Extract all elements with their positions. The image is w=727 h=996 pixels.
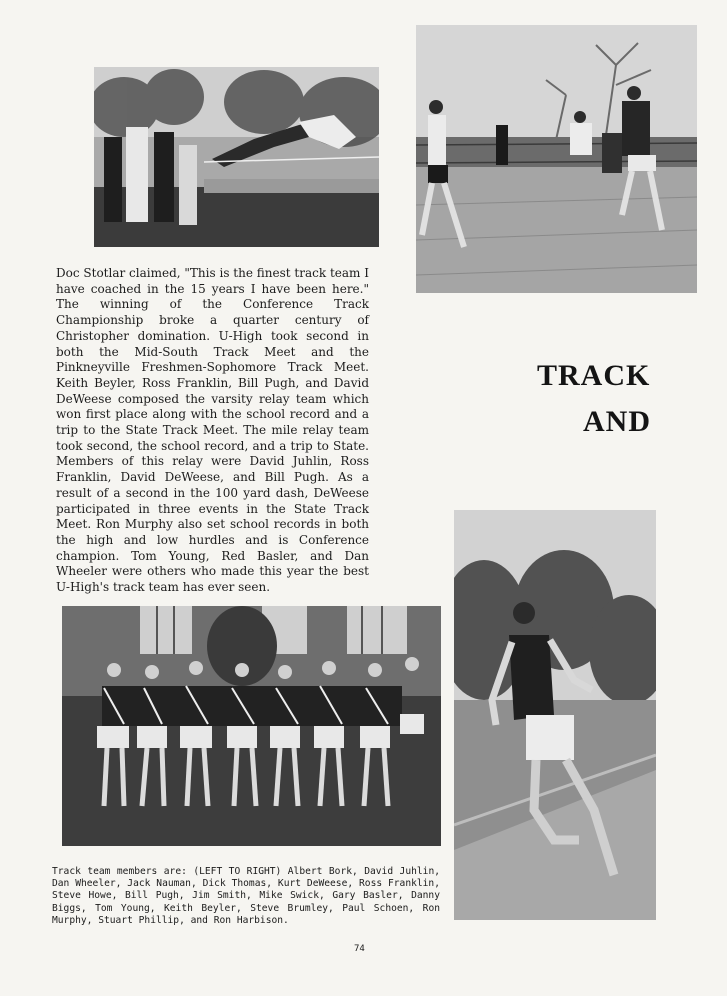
page-number: 74 (354, 944, 365, 954)
article-body: Doc Stotlar claimed, "This is the finest track team I have coached in the 15 years I have been here." The winning of the Conference Track Championship broke a quarter century of Christopher domination. U-High took second in both the Mid-South Track Meet and the Pinkneyville Freshmen-Sophomore Track Meet. Keith Beyler, Ross Franklin, Bill Pugh, and David DeWeese composed the varsity relay team which won first place along with the school record and a trip to the State Track Meet. The mile relay team took second, the school record, and a trip to State. Members of this relay were David Juhlin, Ross Franklin, David DeWeese, and Bill Pugh. As a result of a second in the 100 yard dash, DeWeese participated in three events in the State Track Meet. Ron Murphy also set school records in both the high and low hurdles and is Conference champion. Tom Young, Red Basler, and Dan Wheeler were others who made this year the best U-High's track team has ever seen. (56, 266, 369, 595)
title-line-track: TRACK (537, 359, 651, 392)
team-group-photo (62, 606, 441, 846)
title-line-and: AND (583, 405, 651, 438)
high-jump-photo (94, 67, 379, 247)
runner-photo (454, 510, 656, 920)
sprint-race-photo (416, 25, 697, 293)
team-photo-caption: Track team members are: (LEFT TO RIGHT) Albert Bork, David Juhlin, Dan Wheeler, Jack Nauman, Dick Thomas, Kurt DeWeese, Ross Franklin, Steve Howe, Bill Pugh, Jim Smith, Mike Swick, Gary Basler, Danny Biggs, Tom Young, Keith Beyler, Steve Brumley, Paul Schoen, Ron Murphy, Stuart Phillip, and Ron Harbison. (52, 866, 440, 926)
